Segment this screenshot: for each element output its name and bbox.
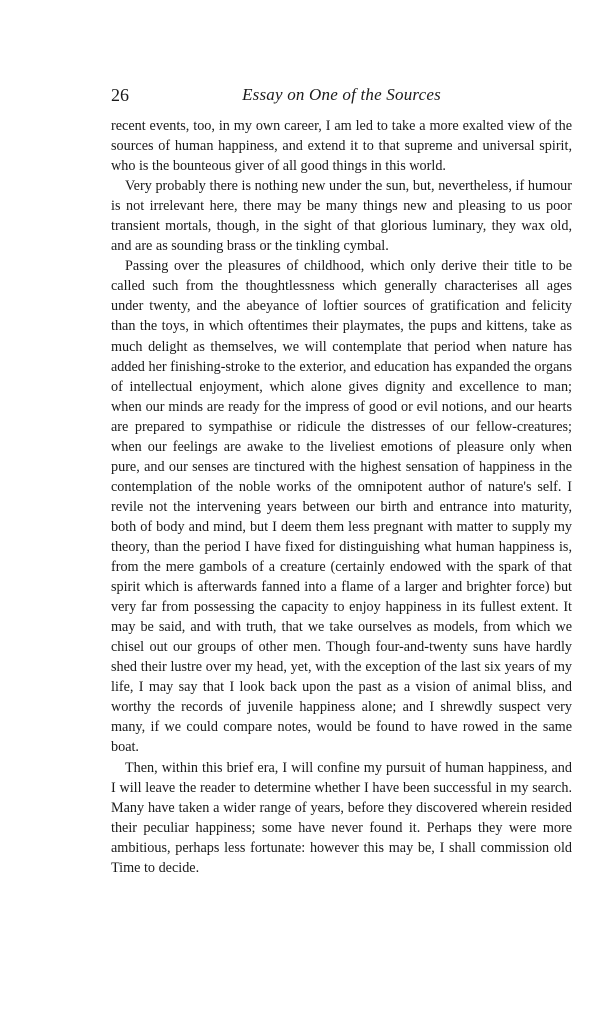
page-number: 26 (111, 85, 129, 105)
page-header (111, 83, 572, 107)
paragraph: Then, within this brief era, I will confine my pursuit of human happiness, and I will leave the reader to determine whether I have been successful in my search. Many have taken a wider range of years, before they discovered wherein resided their peculiar happiness; some have never found it. Perhaps they were more ambitious, perhaps less fortunate: however this may be, I shall commission old Time to decide. (111, 759, 572, 876)
paragraph: Very probably there is nothing new under the sun, but, nevertheless, if humour is not irrelevant here, there may be many things new and pleasing to us poor transient mortals, though, in the sight of that glorious luminary, they wax old, and are as sounding brass or the tinkling cymbal. (111, 178, 572, 255)
body-text (111, 116, 572, 878)
paragraph: Passing over the pleasures of childhood, which only derive their title to be called such from the thoughtlessness which generally characterises all ages under twenty, and the abeyance of loftier sources of gratification and felicity than the toys, in which oftentimes their playmates, the pups and kittens, take as much delight as themselves, we will contemplate that period when nature has added her finishing-stroke to the exterior, and education has expanded the organs of intellectual enjoyment, which alone gives dignity and excellence to man; when our minds are ready for the impress of good or evil notions, and our hearts are prepared to sympathise or ridicule the distresses of our fellow-creatures; when our feelings are awake to the liveliest emotions of pleasure only when pure, and our senses are tinctured with the highest sensation of happiness in the contemplation of the noble works of the omnipotent author of nature's self. I revile not the intervening years between our birth and entrance into maturity, both of body and mind, but I deem them less pregnant with matter to supply my theory, than the period I have fixed for distinguishing what human happiness is, from the mere gambols of a creature (certainly endowed with the spark of that spirit which is afterwards fanned into a flame of a larger and brighter force) but very far from possessing the capacity to enjoy happiness in its fullest extent. It may be said, and with truth, that we take ourselves as models, from which we chisel out our groups of other men. Though four-and-twenty suns have hardly shed their lustre over my head, yet, with the exception of the last six years of my life, I may say that I look back upon the past as a vision of animal bliss, and worthy the records of juvenile happiness alone; and I shrewdly suspect very many, if we could compare notes, would be found to have rowed in the same boat. (111, 258, 572, 756)
running-head: Essay on One of the Sources (242, 85, 441, 104)
paragraph: recent events, too, in my own career, I am led to take a more exalted view of the sources of human happiness, and extend it to that supreme and universal spirit, who is the bounteous giver of all good things in this world. (111, 118, 572, 175)
